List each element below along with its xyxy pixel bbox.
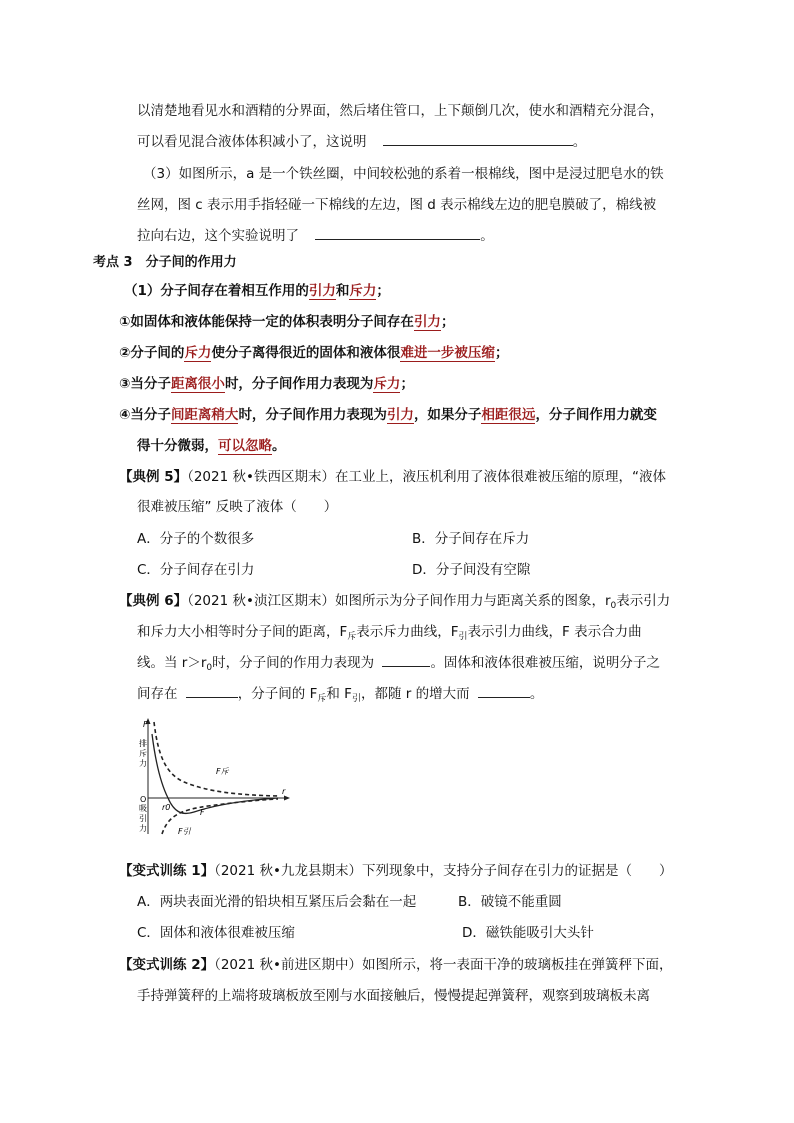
paragraph-line: 丝网，图 c 表示用手指轻碰一下棉线的左边，图 d 表示棉线左边的肥皂膜破了，棉线被: [137, 197, 657, 213]
question-line: 手持弹簧秤的上端将玻璃板放至刚与水面接触后，慢慢提起弹簧秤，观察到玻璃板未离: [137, 988, 650, 1004]
answer-blank[interactable]: [315, 226, 480, 240]
paragraph-line: 可以看见混合液体体积减小了，这说明 。: [137, 134, 587, 150]
net-force-curve-label: F: [200, 808, 205, 817]
net-force-curve: [152, 734, 278, 813]
option-a[interactable]: A．分子的个数很多: [137, 531, 255, 547]
option-b[interactable]: B．破镜不能重圆: [458, 894, 562, 910]
option-d[interactable]: D．分子间没有空隙: [412, 562, 531, 578]
option-c[interactable]: C．固体和液体很难被压缩: [137, 925, 295, 941]
option-c[interactable]: C．分子间存在引力: [137, 562, 255, 578]
repulsion-curve-label: F斥: [216, 767, 229, 776]
repulsion-curve: [154, 722, 278, 796]
point-line: ④当分子间距离稍大时，分子间作用力表现为引力，如果分子相距很远，分子间作用力就变: [119, 407, 657, 423]
question-line: 间存在 ，分子间的 $F_斥$和 $F_引$，都随 r 的增大而 。: [137, 686, 544, 704]
point-line: ③当分子距离很小时，分子间作用力表现为斥力；: [119, 376, 414, 392]
question-line: 线。当 $r>r_0$时，分子间的作用力表现为 。固体和液体很难被压缩，说明分子之: [137, 655, 660, 673]
variant-label: 【变式训练 2】: [119, 957, 215, 973]
y-axis-label: F: [143, 720, 148, 729]
example-label: 【典例 5】: [119, 469, 188, 485]
attraction-label: 力: [139, 824, 147, 833]
question-line: 【变式训练 2】（2021 秋•前进区期中）如图所示，将一表面干净的玻璃板挂在弹簧秤下面，: [119, 957, 673, 973]
section-heading: 考点 3 分子间的作用力: [93, 255, 237, 270]
example-label: 【典例 6】: [119, 593, 188, 609]
option-b[interactable]: B．分子间存在斥力: [412, 531, 530, 547]
option-d[interactable]: D．磁铁能吸引大头针: [462, 925, 594, 941]
answer-blank[interactable]: [186, 684, 238, 698]
paragraph-line: 拉向右边，这个实验说明了 。: [137, 228, 494, 244]
x-axis-label: r: [282, 787, 286, 796]
point-line: 得十分微弱，可以忽略。: [137, 438, 286, 454]
paragraph-line: （3）如图所示，a 是一个铁丝圈，中间较松弛的系着一根棉线，图中是浸过肥皂水的铁: [143, 166, 664, 182]
x-axis-arrow-icon: [284, 796, 290, 801]
question-line: 很难被压缩” 反映了液体（ ）: [137, 499, 338, 515]
attraction-curve-label: F引: [178, 827, 191, 836]
question-line: 【典例 6】（2021 秋•浈江区期末）如图所示为分子间作用力与距离关系的图象，$r_0$表示引力: [119, 593, 671, 611]
answer-blank[interactable]: [382, 653, 430, 667]
r0-label: r0: [162, 803, 171, 812]
point-line: ①如固体和液体能保持一定的体积表明分子间存在引力；: [119, 314, 455, 330]
variant-label: 【变式训练 1】: [119, 863, 215, 879]
origin-label: O: [140, 795, 147, 804]
repulsion-label: 排: [139, 739, 147, 748]
answer-blank[interactable]: [383, 132, 573, 146]
force-distance-diagram: [138, 716, 298, 838]
answer-blank[interactable]: [478, 684, 530, 698]
question-line: 【变式训练 1】（2021 秋•九龙县期末）下列现象中，支持分子间存在引力的证据是（ ）: [119, 863, 673, 879]
attraction-label: 引: [139, 814, 147, 823]
paragraph-line: 以清楚地看见水和酒精的分界面，然后堵住管口，上下颠倒几次，使水和酒精充分混合，: [137, 103, 664, 119]
repulsion-label: 力: [139, 759, 147, 768]
repulsion-label: 斥: [139, 749, 147, 758]
point-line: （1）分子间存在着相互作用的引力和斥力；: [124, 283, 390, 299]
attraction-label: 吸: [139, 804, 147, 813]
question-line: 和斥力大小相等时分子间的距离，$F_斥$表示斥力曲线，$F_引$表示引力曲线，F 表示合力曲: [137, 624, 642, 642]
question-line: 【典例 5】（2021 秋•铁西区期末）在工业上，液压机利用了液体很难被压缩的原理，“液体: [119, 469, 666, 485]
option-a[interactable]: A．两块表面光滑的铅块相互紧压后会黏在一起: [137, 894, 417, 910]
point-line: ②分子间的斥力使分子离得很近的固体和液体很难进一步被压缩；: [119, 345, 509, 361]
